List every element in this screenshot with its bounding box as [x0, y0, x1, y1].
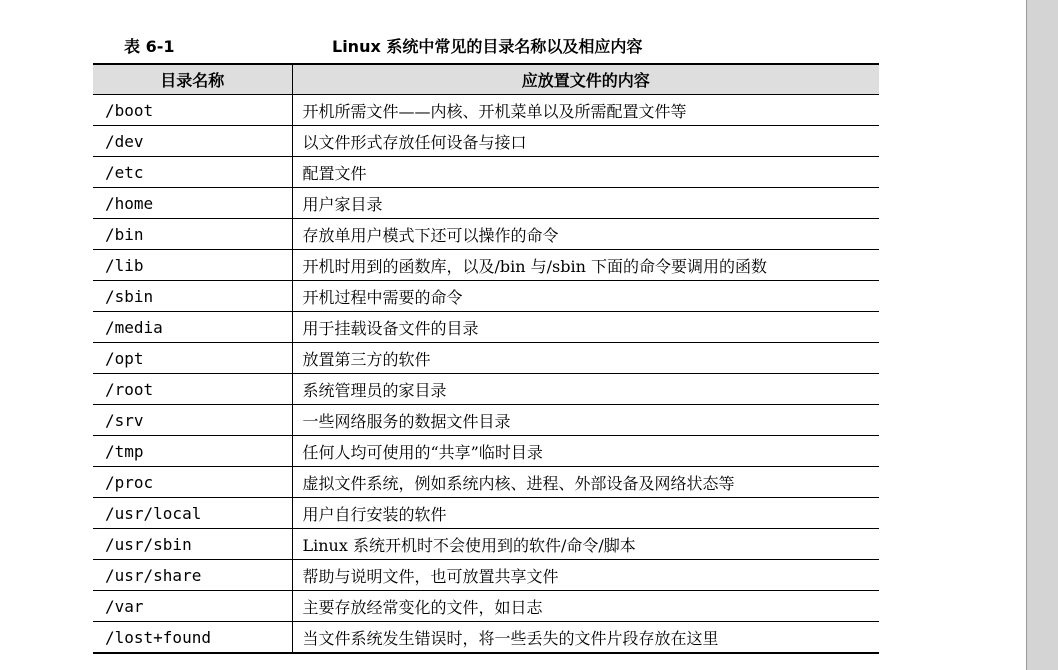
directory-path-cell: /usr/local: [93, 498, 292, 529]
table-body: [93, 95, 879, 654]
directory-description-cell: 用户自行安装的软件: [292, 498, 879, 529]
directory-description-cell: 一些网络服务的数据文件目录: [292, 405, 879, 436]
directory-path-cell: /opt: [93, 343, 292, 374]
directory-description-cell: 以文件形式存放任何设备与接口: [292, 126, 879, 157]
directory-description-cell: 用于挂载设备文件的目录: [292, 312, 879, 343]
table-row: [93, 467, 879, 498]
table-row: [93, 622, 879, 654]
directory-path-cell: /bin: [93, 219, 292, 250]
directory-path-cell: /root: [93, 374, 292, 405]
table-row: [93, 343, 879, 374]
table-row: [93, 374, 879, 405]
directory-description-cell: 主要存放经常变化的文件，如日志: [292, 591, 879, 622]
directory-description-cell: 开机过程中需要的命令: [292, 281, 879, 312]
table-row: [93, 591, 879, 622]
viewer-gutter: [1026, 0, 1058, 670]
table-row: [93, 436, 879, 467]
directory-path-cell: /media: [93, 312, 292, 343]
directory-path-cell: /usr/sbin: [93, 529, 292, 560]
directory-path-cell: /etc: [93, 157, 292, 188]
directory-table: [93, 63, 879, 654]
directory-description-cell: 存放单用户模式下还可以操作的命令: [292, 219, 879, 250]
table-row: [93, 405, 879, 436]
directory-description-cell: Linux 系统开机时不会使用到的软件/命令/脚本: [292, 529, 879, 560]
directory-description-cell: 开机所需文件——内核、开机菜单以及所需配置文件等: [292, 95, 879, 126]
directory-description-cell: 用户家目录: [292, 188, 879, 219]
table-row: [93, 157, 879, 188]
directory-path-cell: /proc: [93, 467, 292, 498]
table-row: [93, 560, 879, 591]
table-row: [93, 126, 879, 157]
table-caption: [0, 30, 1026, 56]
directory-path-cell: /var: [93, 591, 292, 622]
table-row: [93, 95, 879, 126]
directory-path-cell: /tmp: [93, 436, 292, 467]
directory-description-cell: 放置第三方的软件: [292, 343, 879, 374]
directory-path-cell: /boot: [93, 95, 292, 126]
table-row: [93, 529, 879, 560]
table-row: [93, 281, 879, 312]
header-directory-name: 目录名称: [93, 64, 292, 95]
directory-path-cell: /lost+found: [93, 622, 292, 654]
directory-description-cell: 开机时用到的函数库，以及/bin 与/sbin 下面的命令要调用的函数: [292, 250, 879, 281]
table-row: [93, 219, 879, 250]
directory-description-cell: 虚拟文件系统，例如系统内核、进程、外部设备及网络状态等: [292, 467, 879, 498]
directory-description-cell: 系统管理员的家目录: [292, 374, 879, 405]
table-row: [93, 312, 879, 343]
directory-path-cell: /dev: [93, 126, 292, 157]
directory-description-cell: 帮助与说明文件，也可放置共享文件: [292, 560, 879, 591]
table-title: Linux 系统中常见的目录名称以及相应内容: [332, 37, 643, 56]
table-row: [93, 250, 879, 281]
table-number: 表 6-1: [124, 37, 175, 56]
directory-description-cell: 当文件系统发生错误时，将一些丢失的文件片段存放在这里: [292, 622, 879, 654]
table-row: [93, 498, 879, 529]
table-header-row: [93, 64, 879, 95]
table-row: [93, 188, 879, 219]
directory-path-cell: /home: [93, 188, 292, 219]
directory-path-cell: /usr/share: [93, 560, 292, 591]
header-contents: 应放置文件的内容: [292, 64, 879, 95]
directory-path-cell: /lib: [93, 250, 292, 281]
directory-description-cell: 配置文件: [292, 157, 879, 188]
directory-description-cell: 任何人均可使用的“共享”临时目录: [292, 436, 879, 467]
directory-path-cell: /sbin: [93, 281, 292, 312]
directory-path-cell: /srv: [93, 405, 292, 436]
